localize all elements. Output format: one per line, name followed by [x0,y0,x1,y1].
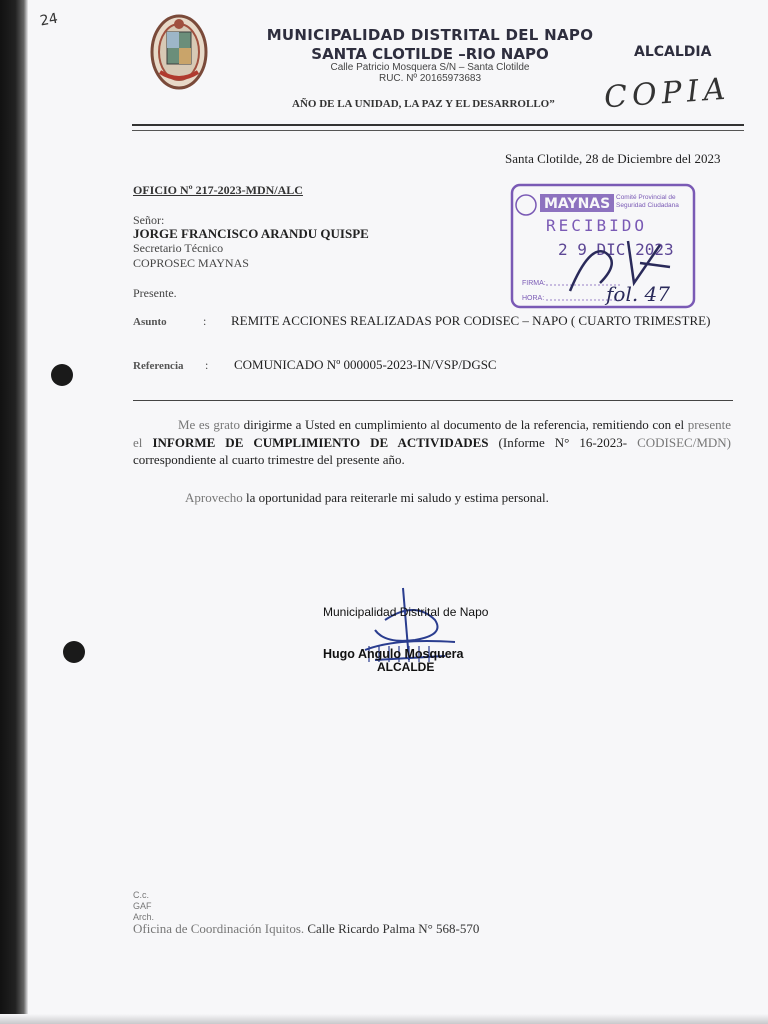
referencia-value: COMUNICADO Nº 000005-2023-IN/VSP/DGSC [234,357,497,372]
oficio-number: OFICIO Nº 217-2023-MDN/ALC [133,183,303,197]
stamp-hora-label: HORA: [522,295,545,302]
header-ruc: RUC. Nº 20165973683 [378,73,482,84]
scan-bottom-shadow [0,1014,768,1024]
cc-line: C.c. [133,890,150,900]
recipient-role: Secretario Técnico [133,241,224,255]
header-subtitle: SANTA CLOTILDE –RIO NAPO [311,45,549,63]
office-address-text: Calle Ricardo Palma N° 568-570 [304,921,480,936]
recipient-presente: Presente. [133,286,177,300]
stamp-handwritten: fol. 47 [606,282,671,306]
informe-title: INFORME DE CUMPLIMIENTO DE ACTIVIDADES [152,434,489,450]
punch-hole [63,641,85,663]
document-date: Santa Clotilde, 28 de Diciembre del 2023 [505,151,721,166]
recipient-org: COPROSEC MAYNAS [133,256,249,270]
header-motto: AÑO DE LA UNIDAD, LA PAZ Y EL DESARROLLO” [292,98,555,110]
stamp-org: MAYNAS [544,196,611,212]
cc-line: GAF [133,901,152,911]
signature-role: ALCALDE [377,660,435,674]
asunto-label: Asunto [133,316,167,328]
stamp-date: 2 9 DIC 2023 [558,240,674,259]
signature-name: Hugo Angulo Mosquera [323,647,464,661]
header-divider [132,124,744,131]
body-text: Me es grato [178,417,241,432]
handwritten-copia: COPIA [602,71,732,116]
recipient-name: JORGE FRANCISCO ARANDU QUISPE [133,226,369,241]
header-address: Calle Patricio Mosquera S/N – Santa Clotilde [330,62,530,73]
closing-line [185,490,549,506]
recipient-salutation: Señor: [133,213,165,227]
cc-line: Arch. [133,912,155,922]
header-alcaldia: ALCALDIA [634,44,712,60]
referencia-colon: : [205,358,209,372]
punch-hole [51,364,73,386]
asunto-colon: : [203,314,207,328]
office-address [133,921,479,937]
stamp-org-side-line: Seguridad Ciudadana [616,202,679,209]
stamp-org-side-line: Comité Provincial de [616,194,676,201]
asunto-value: REMITE ACCIONES REALIZADAS POR CODISEC – NAPO ( CUARTO TRIMESTRE) [231,313,711,328]
body-text: dirigirme a Usted en cumplimiento al documento de la referencia, remitiendo con el [240,417,688,432]
body-divider [133,400,733,401]
stamp-status: RECIBIDO [546,216,648,235]
received-stamp [510,183,696,309]
signature-organization: Municipalidad Distrital de Napo [323,605,489,619]
body-text: correspondiente al cuarto trimestre del presente año. [133,452,405,467]
office-address-text: Oficina de Coordinación Iquitos. [133,921,305,936]
municipal-crest-icon [150,14,208,92]
stamp-firma-label: FIRMA: [522,280,546,287]
closing-text: la oportunidad para reiterarle mi saludo y estima personal. [242,490,549,505]
stamp-org-side [616,194,679,209]
corner-mark: 24 [38,10,60,30]
body-paragraph [133,416,731,469]
referencia-label: Referencia [133,360,184,372]
closing-text: Aprovecho [185,490,243,505]
header-title: MUNICIPALIDAD DISTRITAL DEL NAPO [266,26,594,44]
scan-edge-shadow [0,0,28,1024]
body-text: (Informe N° 16-2023- [488,434,628,450]
body-text: CODISEC/MDN) [637,434,732,450]
body-text: presente el [133,417,731,450]
